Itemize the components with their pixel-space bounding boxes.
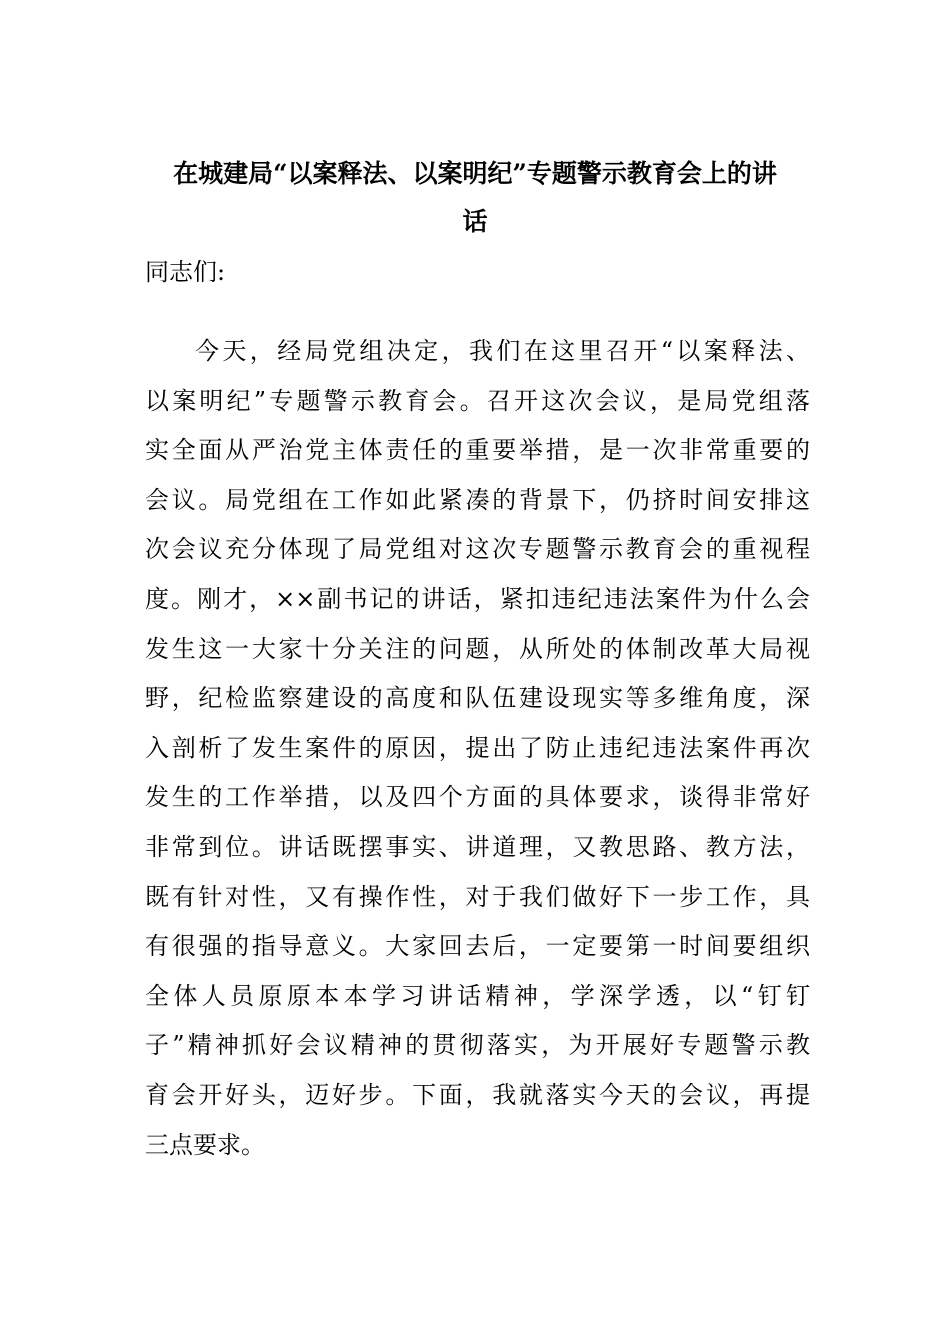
speech-paragraph [145, 327, 810, 1170]
paragraph-line: 非常到位。讲话既摆事实、讲道理，又教思路、教方法， [145, 832, 810, 861]
document-title [140, 150, 810, 246]
paragraph-line: 今天，经局党组决定，我们在这里召开“以案释法、 [195, 337, 810, 365]
paragraph-line: 育会开好头，迈好步。下面，我就落实今天的会议，再提 [145, 1080, 810, 1109]
paragraph-line: 既有针对性，又有操作性，对于我们做好下一步工作，具 [145, 882, 810, 911]
paragraph-line: 次会议充分体现了局党组对这次专题警示教育会的重视程 [145, 535, 810, 564]
paragraph-line: 发生的工作举措，以及四个方面的具体要求，谈得非常好 [145, 783, 810, 812]
title-line: 话 [462, 207, 488, 236]
paragraph-line: 度。刚才，××副书记的讲话，紧扣违纪违法案件为什么会 [145, 584, 810, 613]
paragraph-line: 发生这一大家十分关注的问题，从所处的体制改革大局视 [145, 634, 810, 663]
paragraph-line: 会议。局党组在工作如此紧凑的背景下，仍挤时间安排这 [145, 485, 810, 514]
paragraph-line: 实全面从严治党主体责任的重要举措，是一次非常重要的 [145, 436, 810, 465]
paragraph-line: 子”精神抓好会议精神的贯彻落实，为开展好专题警示教 [145, 1031, 810, 1060]
paragraph-line: 以案明纪”专题警示教育会。召开这次会议，是局党组落 [145, 386, 810, 415]
paragraph-line: 有很强的指导意义。大家回去后，一定要第一时间要组织 [145, 932, 810, 961]
salutation: 同志们: [145, 258, 226, 286]
paragraph-line: 野，纪检监察建设的高度和队伍建设现实等多维角度，深 [145, 684, 810, 713]
title-line: 在城建局“以案释法、以案明纪”专题警示教育会上的讲 [173, 159, 777, 188]
paragraph-line: 全体人员原原本本学习讲话精神，学深学透，以“钉钉 [145, 981, 810, 1010]
paragraph-line: 三点要求。 [145, 1130, 265, 1159]
paragraph-line: 入剖析了发生案件的原因，提出了防止违纪违法案件再次 [145, 733, 810, 762]
